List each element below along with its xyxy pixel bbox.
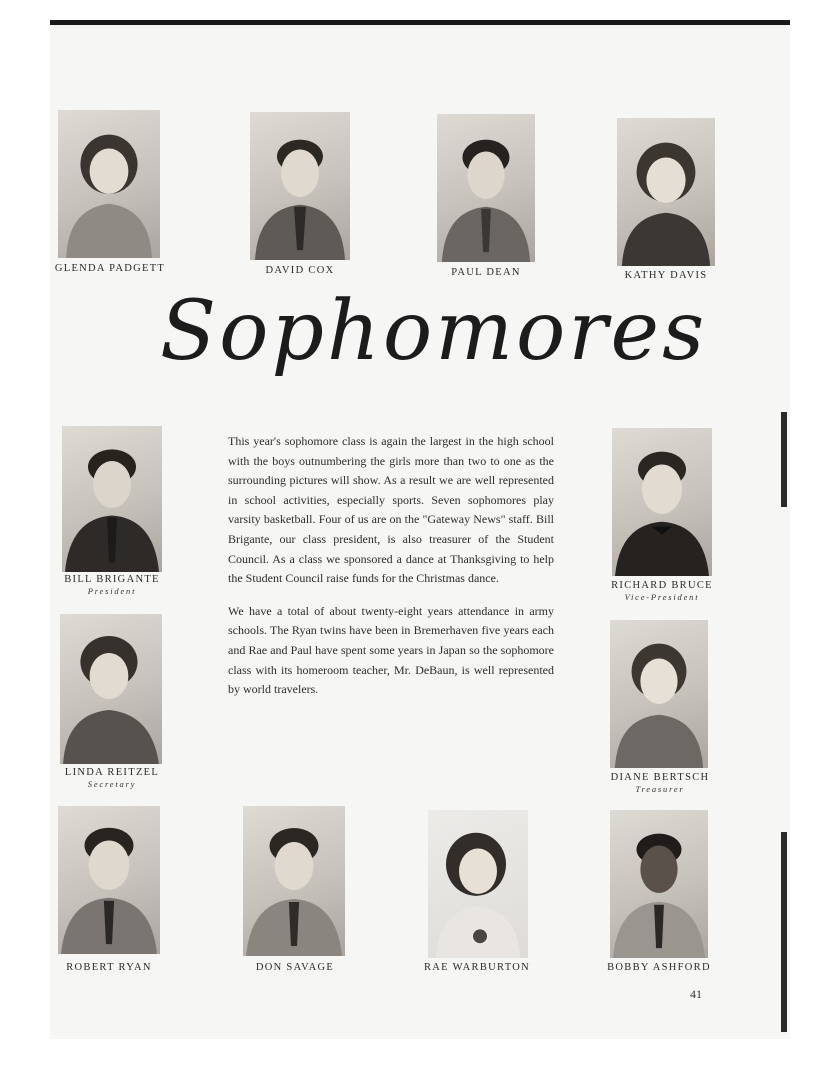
portrait-photo [58,806,160,954]
student-office: Treasurer [635,784,685,794]
student-office: Secretary [87,779,137,789]
portrait-photo [58,110,160,258]
student-name: KATHY DAVIS [624,270,708,281]
portrait-photo [610,810,708,958]
student-name: RAE WARBURTON [423,962,531,973]
page-edge-mark [781,412,787,507]
section-title: Sophomores [160,284,708,379]
student-office: Vice-President [624,592,700,602]
portrait-photo [610,620,708,768]
page-edge-mark [781,832,787,1032]
portrait-photo [243,806,345,956]
student-office: President [87,586,137,596]
student-name: GLENDA PADGETT [54,263,166,274]
portrait-photo [617,118,715,266]
student-name: RICHARD BRUCE [611,580,713,591]
article-body [228,432,554,713]
student-name: DON SAVAGE [255,962,335,973]
portrait-photo [60,614,162,764]
portrait-photo [62,426,162,572]
student-name: BOBBY ASHFORD [607,962,711,973]
portrait-photo [437,114,535,262]
student-name: DIANE BERTSCH [610,772,710,783]
portrait-photo [428,810,528,958]
student-name: LINDA REITZEL [64,767,160,778]
paragraph: This year's sophomore class is again the largest in the high school with the boys outnumbering the girls more than two to one as the surrounding pictures will show. As a result we are well represented in school activities, especially sports. Seven sophomores play varsity basketball. Four of us are on the "Gateway News" staff. Bill Brigante, our class president, is also treasurer of the Student Council. As a class we sponsored a dance at Thanksgiving to help the Student Council raise funds for the Christmas dance. [228,434,554,586]
portrait-photo [250,112,350,260]
student-name: PAUL DEAN [451,267,521,278]
student-name: BILL BRIGANTE [64,574,160,585]
student-name: DAVID COX [265,265,335,276]
portrait-photo [612,428,712,576]
paragraph: We have a total of about twenty-eight years attendance in army schools. The Ryan twins have been in Bremerhaven five years each and Rae and Paul have spent some years in Japan so the sophomore class with its homeroom teacher, Mr. DeBaun, is well represented by world travelers. [228,603,554,697]
student-name: ROBERT RYAN [66,962,152,973]
page-number: 41 [690,987,702,1001]
